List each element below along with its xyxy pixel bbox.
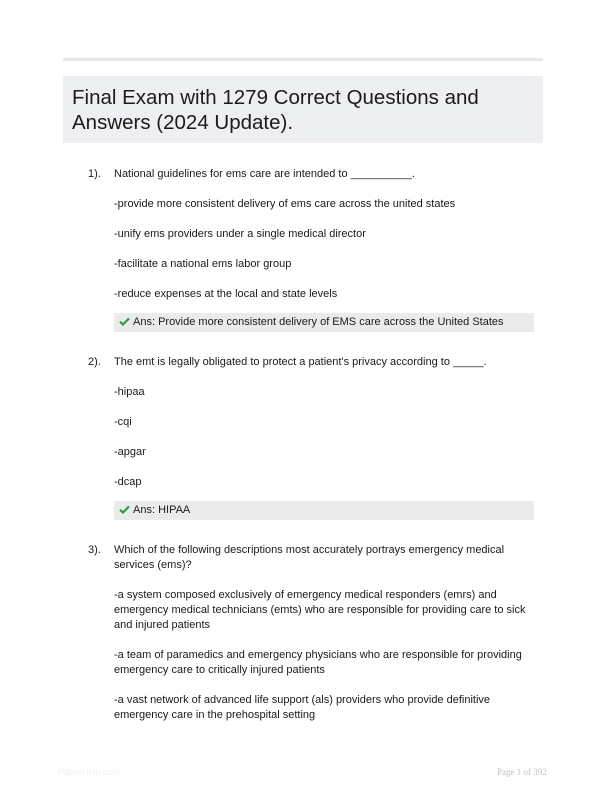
question-number: 2).: [88, 356, 101, 368]
option: -a system composed exclusively of emergency medical responders (emrs) and emergency medical technicians (emts) who are responsible for providing care to sick and injured patients: [114, 589, 526, 631]
question-number: 1).: [88, 168, 101, 180]
answer-box: [114, 501, 534, 520]
question-text: The emt is legally obligated to protect a patient's privacy according to _____.: [114, 356, 487, 368]
question-text: Which of the following descriptions most accurately portrays emergency medical services (ems)?: [114, 544, 505, 571]
top-divider: [63, 58, 543, 61]
option: -facilitate a national ems labor group: [114, 258, 292, 270]
option: -dcap: [114, 476, 142, 488]
checkmark-icon: [119, 505, 130, 514]
checkmark-icon: [119, 317, 130, 326]
answer-text: Ans: Provide more consistent delivery of EMS care across the United States: [133, 316, 504, 328]
document-title: Final Exam with 1279 Correct Questions and Answers (2024 Update).: [72, 86, 479, 134]
watermark-text: PaperHelp.com: [58, 767, 121, 777]
option: -apgar: [114, 446, 146, 458]
question-number: 3).: [88, 544, 101, 556]
option: -unify ems providers under a single medical director: [114, 228, 366, 240]
option: -reduce expenses at the local and state levels: [114, 288, 338, 300]
question-text: National guidelines for ems care are intended to __________.: [114, 168, 415, 180]
answer-text: Ans: HIPAA: [133, 504, 191, 516]
option: -a team of paramedics and emergency physicians who are responsible for providing emergency care to critically injured patients: [114, 649, 522, 676]
option: -a vast network of advanced life support (als) providers who provide definitive emergency care in the prehospital setting: [114, 694, 491, 721]
answer-box: [114, 313, 534, 332]
title-banner: [63, 76, 543, 143]
option: -hipaa: [114, 386, 145, 398]
option: -cqi: [114, 416, 132, 428]
option: -provide more consistent delivery of ems care across the united states: [114, 198, 456, 210]
page-number: Page 1 of 392: [497, 767, 547, 777]
